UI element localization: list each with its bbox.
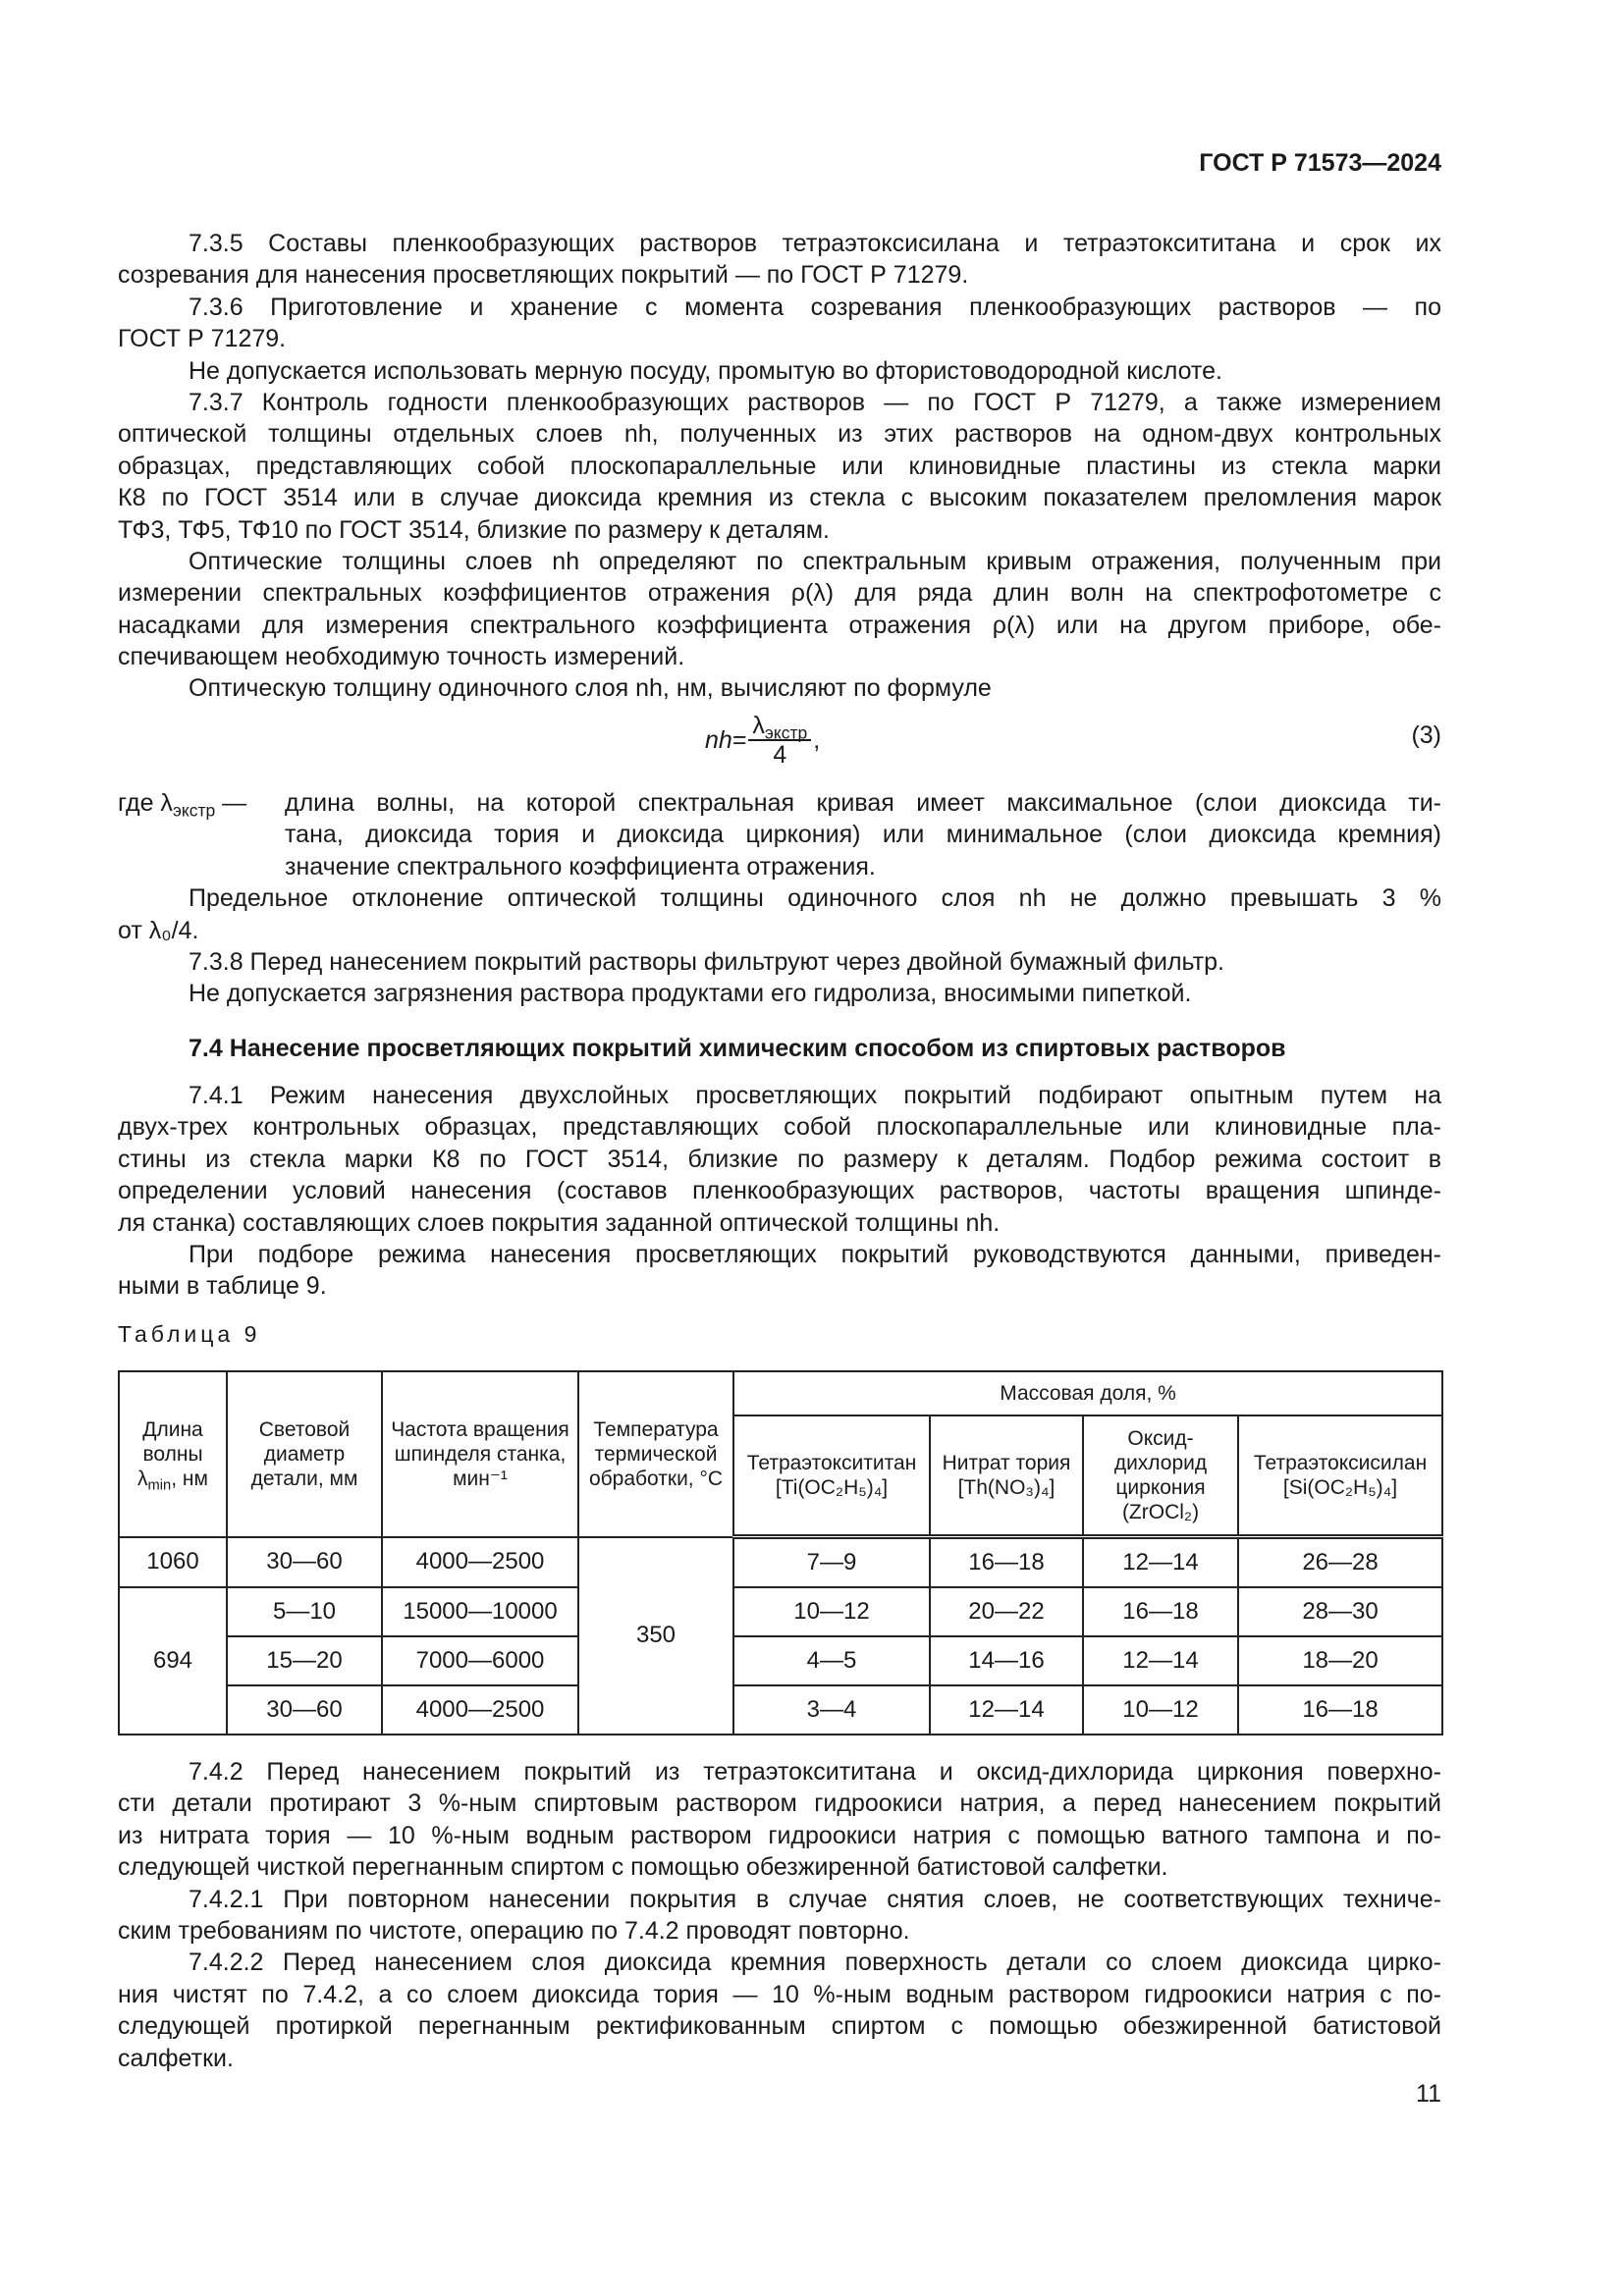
lambda-symbol: λ <box>752 712 765 739</box>
text-line: 7.4.2.1 При повторном нанесении покрытия в случае снятия слоев, не соответствующих техниче- <box>189 1885 1441 1913</box>
text-line: ными в таблице 9. <box>118 1272 327 1301</box>
cell-ti: 4—5 <box>733 1636 930 1685</box>
text-line: насадками для измерения спектрального коэффициента отражения ρ(λ) или на другом приборе, обе- <box>118 611 1441 639</box>
text-line: стины из стекла марки К8 по ГОСТ 3514, близкие по размеру к деталям. Подбор режима состоит в <box>118 1145 1441 1173</box>
paragraph <box>118 387 1441 546</box>
text-line: следующей чисткой перегнанным спиртом с помощью обезжиренной батистовой салфетки. <box>118 1853 1168 1882</box>
header-wavelength: Длина волны $\lambda_{min}$, нм <box>119 1371 227 1537</box>
formula-numerator <box>748 712 811 741</box>
paragraph <box>118 355 1441 387</box>
paragraph <box>118 228 1441 292</box>
text-line: из нитрата тория — 10 %-ным водным раствором гидроокиси натрия с помощью ватного тампона и по- <box>118 1821 1441 1849</box>
text-line: образцах, представляющих собой плоскопараллельные или клиновидные пластины из стекла марки <box>118 452 1441 480</box>
cell-th: 12—14 <box>930 1685 1083 1735</box>
text-line: сти детали протирают 3 %-ным спиртовым раствором гидроокиси натрия, а перед нанесением покрытий <box>118 1789 1441 1818</box>
paragraph <box>118 946 1441 978</box>
legend-dash: — <box>215 789 247 817</box>
table-row <box>119 1685 1442 1735</box>
paragraph <box>118 1947 1441 2074</box>
section-heading-7-4: 7.4 Нанесение просветляющих покрытий химическим способом из спиртовых растворов <box>189 1035 1286 1062</box>
cell-frequency: 4000—2500 <box>382 1537 578 1588</box>
section-c <box>118 1080 1441 1303</box>
text-line: ским требованиям по чистоте, операцию по 7.4.2 проводят повторно. <box>118 1916 910 1945</box>
cell-diameter: 5—10 <box>227 1587 382 1636</box>
text-line: ния чистят по 7.4.2, а со слоем диоксида тория — 10 %-ным водным раствором гидроокиси натрия с по- <box>118 1980 1441 2008</box>
legend-subscript: экстр <box>172 800 216 821</box>
text-line: 7.4.1 Режим нанесения двухслойных просветляющих покрытий подбирают опытным путем на <box>189 1082 1441 1109</box>
cell-frequency: 7000—6000 <box>382 1636 578 1685</box>
cell-si: 26—28 <box>1238 1537 1442 1588</box>
cell-diameter: 15—20 <box>227 1636 382 1685</box>
text-line: ГОСТ Р 71279. <box>118 325 287 353</box>
text-line: 7.3.5 Составы пленкообразующих растворов тетраэтоксисилана и тетраэтоксититана и срок их <box>189 230 1441 257</box>
document-header-id: ГОСТ Р 71573—2024 <box>1199 149 1441 177</box>
text-line: следующей протиркой перегнанным ректификованным спиртом с помощью обезжиренной батистовой <box>118 2012 1441 2041</box>
text-line: ля станка) составляющих слоев покрытия заданной оптической толщины nh. <box>118 1208 1001 1237</box>
cell-ti: 3—4 <box>733 1685 930 1735</box>
text-line: К8 по ГОСТ 3514 или в случае диоксида кремния из стекла с высоким показателем преломления марок <box>118 484 1441 512</box>
formula-eq: = <box>731 725 747 754</box>
cell-zr: 12—14 <box>1083 1537 1238 1588</box>
paragraph <box>118 882 1441 946</box>
cell-th: 14—16 <box>930 1636 1083 1685</box>
header-th: Нитрат тория [Th(NO₃)₄] <box>930 1415 1083 1537</box>
text-line: ТФ3, ТФ5, ТФ10 по ГОСТ 3514, близкие по размеру к деталям. <box>118 515 830 544</box>
cell-th: 16—18 <box>930 1537 1083 1588</box>
lambda-subscript: экстр <box>764 722 808 743</box>
header-diameter: Световой диаметр детали, мм <box>227 1371 382 1537</box>
text-line: 7.3.7 Контроль годности пленкообразующих растворов — по ГОСТ Р 71279, а также измерением <box>189 388 1441 416</box>
legend-text <box>285 787 1441 882</box>
formula-denominator: 4 <box>773 741 787 769</box>
formula-3 <box>705 712 820 769</box>
paragraph <box>118 1884 1441 1948</box>
text-line: 7.4.2.2 Перед нанесением слоя диоксида кремния поверхность детали со слоем диоксида цирко- <box>189 1949 1441 1977</box>
header-ti: Тетраэтоксититан [Ti(OC₂H₅)₄] <box>733 1415 930 1537</box>
cell-ti: 10—12 <box>733 1587 930 1636</box>
text-line: Оптические толщины слоев nh определяют по спектральным кривым отражения, полученным при <box>189 547 1441 575</box>
cell-frequency: 15000—10000 <box>382 1587 578 1636</box>
formula-lhs: nh <box>705 725 732 754</box>
cell-zr: 10—12 <box>1083 1685 1238 1735</box>
section-7-4 <box>118 1033 1441 1303</box>
paragraph <box>118 672 1441 704</box>
header-si: Тетраэтоксисилан [Si(OC₂H₅)₄] <box>1238 1415 1442 1537</box>
cell-zr: 12—14 <box>1083 1636 1238 1685</box>
table-9 <box>118 1370 1443 1735</box>
formula-legend <box>118 787 1441 882</box>
cell-diameter: 30—60 <box>227 1537 382 1588</box>
formula-fraction <box>748 712 811 769</box>
table-row <box>119 1587 1442 1636</box>
text-line: определении условий нанесения (составов пленкообразующих растворов, частоты вращения шпинде- <box>118 1177 1441 1205</box>
cell-wavelength: 1060 <box>119 1537 227 1588</box>
text-line: Оптическую толщину одиночного слоя nh, нм, вычисляют по формуле <box>189 674 992 703</box>
cell-zr: 16—18 <box>1083 1587 1238 1636</box>
table-row <box>119 1636 1442 1685</box>
legend-prefix: где λ <box>118 789 173 817</box>
text-line: Не допускается использовать мерную посуду, промытую во фтористоводородной кислоте. <box>189 356 1222 385</box>
paragraph <box>118 1239 1441 1303</box>
text-line: тана, диоксида тория и диоксида циркония) или минимальное (слои диоксида кремния) <box>285 821 1441 849</box>
text-line: спечивающем необходимую точность измерений. <box>118 643 685 671</box>
text-line: 7.4.2 Перед нанесением покрытий из тетраэтоксититана и оксид-дихлорида циркония поверхно- <box>189 1758 1441 1786</box>
table-row <box>119 1537 1442 1588</box>
header-temperature: Температура термической обработки, °С <box>578 1371 733 1537</box>
paragraph <box>118 292 1441 355</box>
section-7-3-5-to-7-3-7 <box>118 228 1441 705</box>
cell-th: 20—22 <box>930 1587 1083 1636</box>
paragraph <box>118 1080 1441 1239</box>
text-line: Не допускается загрязнения раствора продуктами его гидролиза, вносимыми пипеткой. <box>189 980 1192 1008</box>
cell-si: 16—18 <box>1238 1685 1442 1735</box>
text-line: длина волны, на которой спектральная кривая имеет максимальное (слои диоксида ти- <box>285 789 1441 817</box>
legend-label <box>118 787 285 882</box>
header-mass-fraction: Массовая доля, % <box>733 1371 1442 1415</box>
header-zr: Оксид-дихлорид циркония (ZrOCl₂) <box>1083 1415 1238 1537</box>
cell-frequency: 4000—2500 <box>382 1685 578 1735</box>
text-line: При подборе режима нанесения просветляющих покрытий руководствуются данными, приведен- <box>189 1240 1441 1268</box>
text-line: созревания для нанесения просветляющих покрытий — по ГОСТ Р 71279. <box>118 261 969 290</box>
table-caption: Таблица 9 <box>118 1321 261 1347</box>
paragraph <box>118 978 1441 1009</box>
cell-si: 28—30 <box>1238 1587 1442 1636</box>
header-frequency: Частота вращения шпинделя станка, мин⁻¹ <box>382 1371 578 1537</box>
section-7-4-2 <box>118 1756 1441 2074</box>
cell-temperature: 350 <box>578 1537 733 1735</box>
cell-si: 18—20 <box>1238 1636 1442 1685</box>
paragraph <box>118 1756 1441 1884</box>
text-line: 7.3.8 Перед нанесением покрытий растворы фильтруют через двойной бумажный фильтр. <box>189 947 1224 976</box>
text-line: Предельное отклонение оптической толщины одиночного слоя nh не должно превышать 3 % <box>189 884 1441 913</box>
cell-ti: 7—9 <box>733 1537 930 1588</box>
text-line: оптической толщины отдельных слоев nh, полученных из этих растворов на одном-двух контрольных <box>118 420 1441 449</box>
text-line: салфетки. <box>118 2044 234 2072</box>
text-line: двух-трех контрольных образцах, представляющих собой плоскопараллельные или клиновидные пла- <box>118 1113 1441 1142</box>
paragraph <box>118 546 1441 673</box>
text-line: значение спектрального коэффициента отражения. <box>285 852 876 881</box>
text-line: от λ₀/4. <box>118 916 199 944</box>
section-where-and-7-3-8 <box>118 787 1441 1010</box>
cell-diameter: 30—60 <box>227 1685 382 1735</box>
section-b <box>118 882 1441 1010</box>
cell-wavelength: 694 <box>119 1587 227 1735</box>
formula-tail: , <box>813 725 821 754</box>
formula-number: (3) <box>1411 721 1441 749</box>
page-number: 11 <box>1416 2080 1441 2108</box>
text-line: 7.3.6 Приготовление и хранение с момента созревания пленкообразующих растворов — по <box>189 293 1441 321</box>
text-line: измерении спектральных коэффициентов отражения ρ(λ) для ряда длин волн на спектрофотометре с <box>118 579 1441 608</box>
